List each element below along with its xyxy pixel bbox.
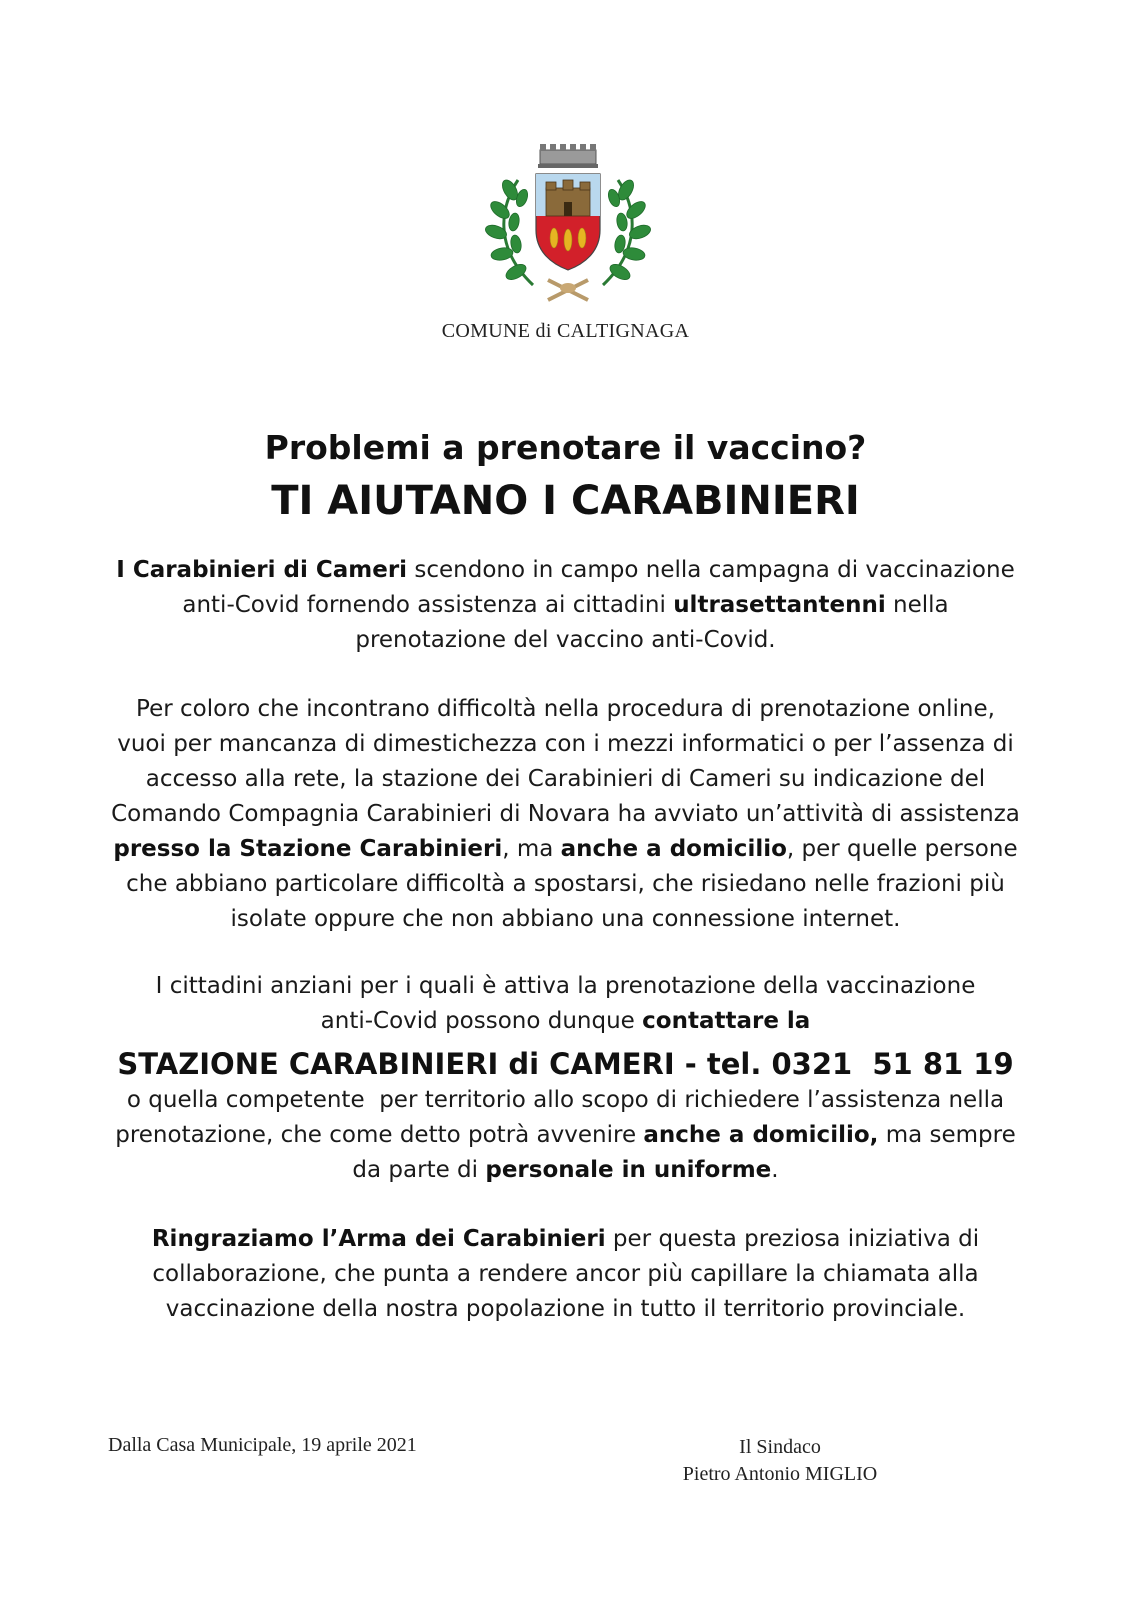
bold-text: anche a domicilio, xyxy=(643,1122,879,1148)
headline-question: Problemi a prenotare il vaccino? xyxy=(264,428,867,467)
text-line: isolate oppure che non abbiano una connessione internet. xyxy=(230,906,901,932)
bold-text: anche a domicilio xyxy=(560,836,787,862)
text: da parte di xyxy=(352,1157,486,1183)
text: . xyxy=(771,1157,779,1183)
text-line: Per coloro che incontrano difficoltà nella procedura di prenotazione online, xyxy=(136,696,995,722)
paragraph-contact-details xyxy=(90,1083,1041,1188)
station-phone-line: STAZIONE CARABINIERI di CAMERI - tel. 0321 51 81 19 xyxy=(117,1047,1014,1081)
text: ma sempre xyxy=(878,1122,1016,1148)
headline-main: TI AIUTANO I CARABINIERI xyxy=(271,478,860,524)
text-line: accesso alla rete, la stazione dei Carabinieri di Cameri su indicazione del xyxy=(145,766,986,792)
municipality-name: COMUNE di CALTIGNAGA xyxy=(441,320,690,342)
text-line xyxy=(90,1004,1041,1039)
text: scendono in campo nella campagna di vaccinazione xyxy=(407,557,1015,583)
text-line: collaborazione, che punta a rendere ancor più capillare la chiamata alla xyxy=(152,1261,979,1287)
signature-block xyxy=(660,1434,900,1488)
text-line: I cittadini anziani per i quali è attiva la prenotazione della vaccinazione xyxy=(155,973,976,999)
text-line xyxy=(90,1153,1041,1188)
text-line: Comando Compagnia Carabinieri di Novara ha avviato un’attività di assistenza xyxy=(111,801,1020,827)
bold-text: I Carabinieri di Cameri xyxy=(116,557,408,583)
bold-text: contattare la xyxy=(642,1008,811,1034)
text: prenotazione, che come detto potrà avvenire xyxy=(115,1122,644,1148)
place-and-date: Dalla Casa Municipale, 19 aprile 2021 xyxy=(108,1434,417,1456)
text: , per quelle persone xyxy=(786,836,1018,862)
bold-text: presso la Stazione Carabinieri xyxy=(113,836,503,862)
paragraph-details xyxy=(90,692,1041,937)
text-line: o quella competente per territorio allo scopo di richiedere l’assistenza nella xyxy=(126,1087,1005,1113)
text: nella xyxy=(885,592,949,618)
paragraph-intro xyxy=(90,553,1041,658)
text-line xyxy=(90,1118,1041,1153)
paragraph-thanks xyxy=(90,1222,1041,1327)
signatory-role: Il Sindaco xyxy=(739,1436,821,1458)
bold-text: personale in uniforme xyxy=(485,1157,772,1183)
bold-text: ultrasettantenni xyxy=(673,592,886,618)
text-line xyxy=(90,832,1041,867)
text: anti-Covid possono dunque xyxy=(320,1008,643,1034)
text: anti-Covid fornendo assistenza ai cittadini xyxy=(182,592,674,618)
text: per questa preziosa iniziativa di xyxy=(605,1226,980,1252)
text-line xyxy=(90,553,1041,588)
bold-text: Ringraziamo l’Arma dei Carabinieri xyxy=(151,1226,606,1252)
text-line: che abbiano particolare difficoltà a spostarsi, che risiedano nelle frazioni più xyxy=(126,871,1005,897)
coat-of-arms-icon xyxy=(478,140,658,310)
text-line: vaccinazione della nostra popolazione in tutto il territorio provinciale. xyxy=(165,1296,966,1322)
text: , ma xyxy=(502,836,561,862)
signatory-name: Pietro Antonio MIGLIO xyxy=(682,1463,878,1485)
text-line xyxy=(90,588,1041,623)
text-line xyxy=(90,1222,1041,1257)
paragraph-contact-intro xyxy=(90,969,1041,1039)
text-line: vuoi per mancanza di dimestichezza con i mezzi informatici o per l’assenza di xyxy=(117,731,1014,757)
text-line: prenotazione del vaccino anti-Covid. xyxy=(355,627,776,653)
